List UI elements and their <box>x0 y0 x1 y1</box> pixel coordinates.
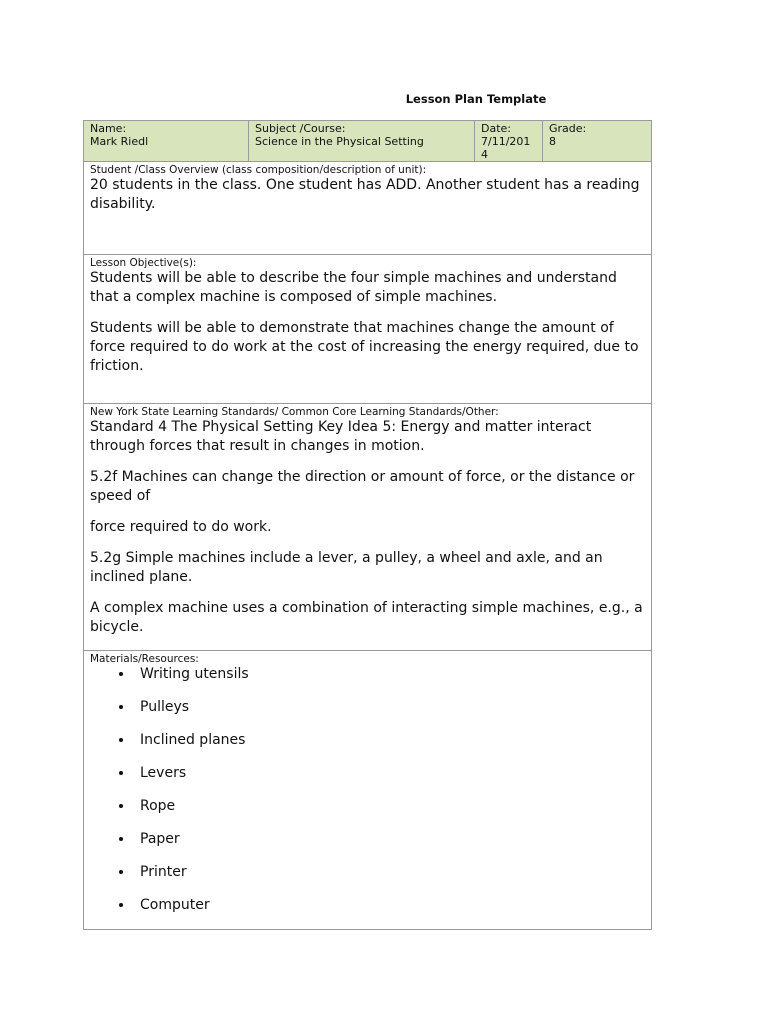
overview-cell <box>84 162 652 255</box>
overview-label: Student /Class Overview (class composition/description of unit): <box>90 164 427 176</box>
standards-cell <box>84 404 652 651</box>
date-cell <box>475 121 543 162</box>
header-row <box>84 121 652 162</box>
name-value: Mark Riedl <box>90 135 149 148</box>
objective-paragraph: Students will be able to demonstrate that machines change the amount of force required to do work at the cost of increasing the energy required, due to friction. <box>90 320 639 374</box>
material-item: • Printer <box>134 863 645 882</box>
material-item: • Paper <box>134 830 645 849</box>
standards-label: New York State Learning Standards/ Common Core Learning Standards/Other: <box>90 406 499 418</box>
material-item: • Writing utensils <box>134 665 645 684</box>
standard-paragraph: 5.2g Simple machines include a lever, a pulley, a wheel and axle, and an inclined plane. <box>90 550 603 585</box>
objectives-cell <box>84 255 652 404</box>
subject-label: Subject /Course: <box>255 122 346 135</box>
material-item: • Pulleys <box>134 698 645 717</box>
materials-row <box>84 651 652 930</box>
grade-value: 8 <box>549 135 556 148</box>
standard-paragraph: force required to do work. <box>90 519 272 535</box>
overview-text: 20 students in the class. One student has ADD. Another student has a reading disability. <box>90 177 640 212</box>
objectives-row <box>84 255 652 404</box>
grade-cell <box>543 121 652 162</box>
lesson-plan-table <box>83 120 652 930</box>
subject-cell <box>249 121 475 162</box>
standards-row <box>84 404 652 651</box>
standard-paragraph: 5.2f Machines can change the direction or amount of force, or the distance or speed of <box>90 469 635 504</box>
standard-paragraph: Standard 4 The Physical Setting Key Idea 5: Energy and matter interact through forces that result in changes in motion. <box>90 419 592 454</box>
material-item: • Rope <box>134 797 645 816</box>
date-label: Date: <box>481 122 511 135</box>
materials-list <box>90 665 645 915</box>
name-label: Name: <box>90 122 127 135</box>
overview-row <box>84 162 652 255</box>
document-title: Lesson Plan Template <box>405 92 547 106</box>
material-item: • Levers <box>134 764 645 783</box>
materials-cell <box>84 651 652 930</box>
date-value: 7/11/2014 <box>481 135 531 161</box>
materials-label: Materials/Resources: <box>90 653 199 665</box>
subject-value: Science in the Physical Setting <box>255 135 424 148</box>
objectives-label: Lesson Objective(s): <box>90 257 197 269</box>
standard-paragraph: A complex machine uses a combination of interacting simple machines, e.g., a bicycle. <box>90 600 643 635</box>
objective-paragraph: Students will be able to describe the four simple machines and understand that a complex machine is composed of simple machines. <box>90 270 617 305</box>
name-cell <box>84 121 249 162</box>
grade-label: Grade: <box>549 122 587 135</box>
material-item: • Computer <box>134 896 645 915</box>
material-item: • Inclined planes <box>134 731 645 750</box>
